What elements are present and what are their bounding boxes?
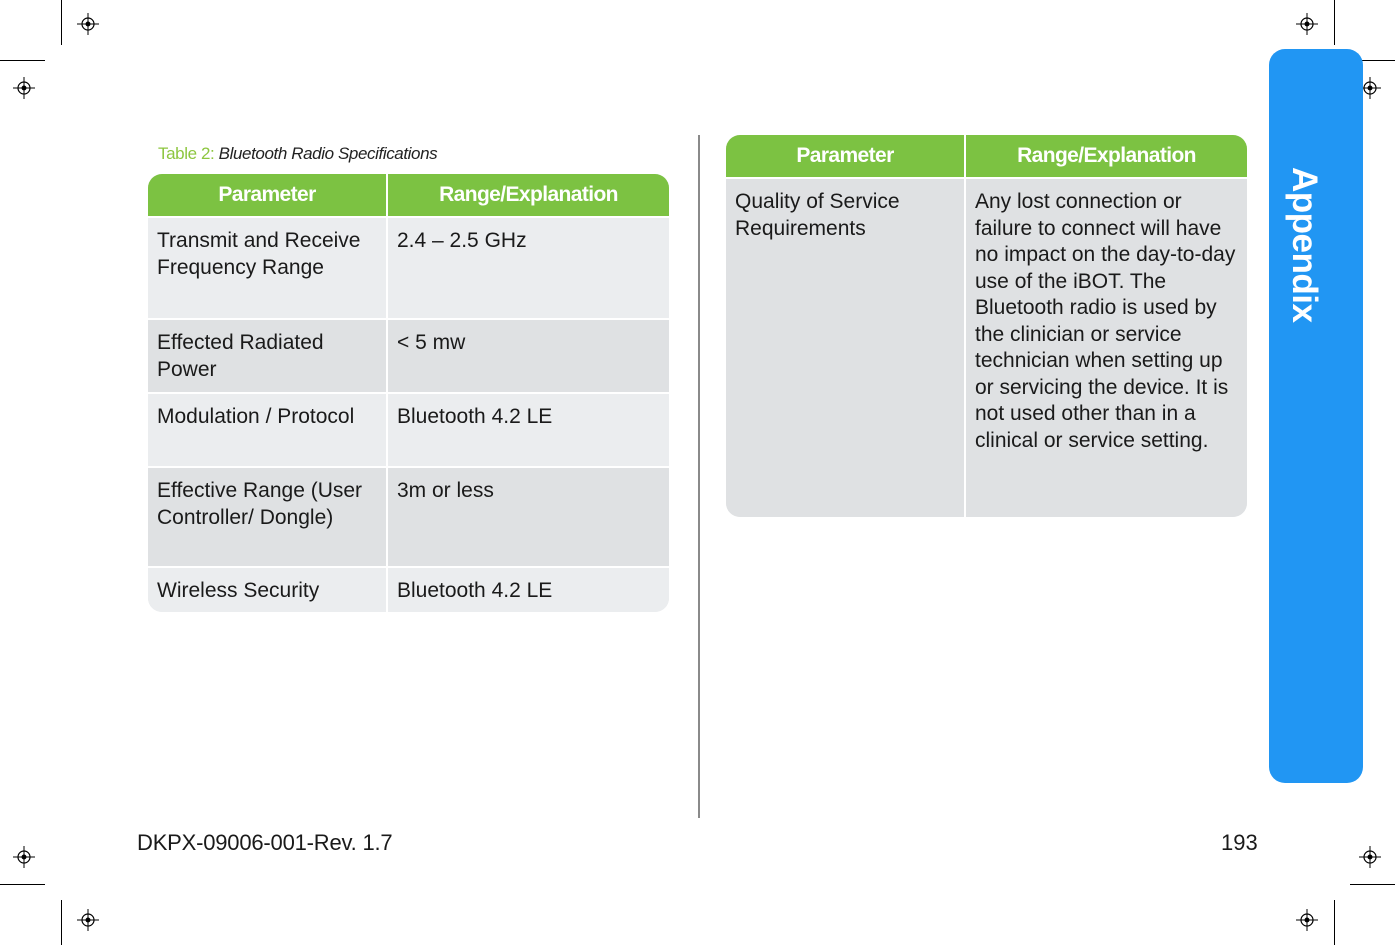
value-cell: 2.4 – 2.5 GHz	[397, 229, 527, 252]
table-header	[726, 135, 1247, 177]
side-tab-label: Appendix	[1285, 167, 1324, 323]
registration-mark-icon	[1296, 13, 1318, 35]
caption-label: Table 2:	[158, 144, 215, 163]
crop-mark	[1334, 0, 1335, 45]
table-row	[148, 216, 669, 318]
value-cell: < 5 mw	[397, 331, 466, 354]
crop-mark	[0, 60, 45, 61]
parameter-cell: Wireless Security	[148, 568, 388, 612]
value-cell: Bluetooth 4.2 LE	[397, 405, 553, 428]
table-caption	[158, 144, 437, 164]
registration-mark-icon	[77, 13, 99, 35]
registration-mark-icon	[13, 846, 35, 868]
table-row	[148, 392, 669, 466]
parameter-cell: Effective Range (User Controller/ Dongle)	[148, 468, 388, 566]
table-row	[726, 177, 1247, 517]
document-id: DKPX-09006-001-Rev. 1.7	[137, 830, 393, 855]
registration-mark-icon	[77, 909, 99, 931]
table-row	[148, 318, 669, 392]
parameter-cell: Transmit and Receive Frequency Range	[148, 218, 388, 318]
registration-mark-icon	[1296, 909, 1318, 931]
table-row	[148, 566, 669, 612]
parameter-cell: Quality of Service Requirements	[726, 179, 966, 517]
bluetooth-spec-table	[148, 174, 669, 612]
bluetooth-spec-table-continued	[726, 135, 1247, 517]
parameter-cell: Effected Radiated Power	[148, 320, 388, 392]
crop-mark	[1350, 884, 1395, 885]
table-header	[148, 174, 669, 216]
column-divider	[698, 135, 700, 818]
crop-mark	[0, 884, 45, 885]
registration-mark-icon	[1359, 846, 1381, 868]
value-cell: 3m or less	[397, 479, 494, 502]
header-parameter: Parameter	[148, 174, 388, 216]
value-cell: Bluetooth 4.2 LE	[397, 579, 553, 602]
page-number: 193	[1221, 830, 1258, 855]
crop-mark	[61, 900, 62, 945]
appendix-side-tab	[1269, 49, 1363, 783]
caption-title: Bluetooth Radio Specifications	[218, 144, 438, 163]
value-cell: Any lost connection or failure to connect will have no impact on the day-to-day use of the iBOT. The Bluetooth radio is used by the clinician or service technician when setting up or servicing the device. It is not used other than in a clinical or service setting.	[975, 190, 1236, 452]
header-parameter: Parameter	[726, 135, 966, 177]
crop-mark	[61, 0, 62, 45]
crop-mark	[1334, 900, 1335, 945]
table-row	[148, 466, 669, 566]
parameter-cell: Modulation / Protocol	[148, 394, 388, 466]
header-range-explanation: Range/Explanation	[1017, 144, 1196, 167]
registration-mark-icon	[13, 77, 35, 99]
header-range-explanation: Range/Explanation	[439, 183, 618, 206]
